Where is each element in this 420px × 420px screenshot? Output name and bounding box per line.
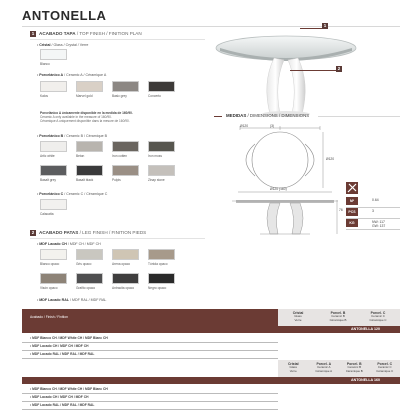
table-row <box>22 393 400 401</box>
table-column-header <box>339 362 370 373</box>
row-label: • MDF Lacado RAL / MDF RAL / MDF RAL <box>30 352 95 356</box>
spec-tag: M³ <box>346 197 358 205</box>
swatch-label: Gris opaco <box>76 262 92 266</box>
swatch-label: Visón opaco <box>40 286 58 290</box>
mdfCH-label: MDF Lacado CH <box>39 242 67 246</box>
swatch-color <box>112 273 139 284</box>
row-label: • MDF Lacado CH / MDF CH / MDF CH <box>30 395 89 399</box>
spec-divider <box>346 207 400 208</box>
column-title: Cristal <box>287 362 299 366</box>
swatch-color <box>148 81 175 92</box>
swatch-label: Blanco <box>40 62 50 66</box>
porcA-note <box>40 111 200 123</box>
callout-line-1 <box>300 28 322 29</box>
finish-swatch <box>76 141 103 158</box>
swatch-label: Beton <box>76 154 85 158</box>
table1-banner: ANTONELLA 120 <box>22 326 400 333</box>
swatch-color <box>112 141 139 152</box>
swatch-color <box>148 249 175 260</box>
row-divider <box>22 358 278 359</box>
finish-swatch <box>112 273 139 290</box>
cristal-label: Cristal <box>39 43 51 47</box>
finish-swatch <box>76 249 103 266</box>
swatch-color <box>40 165 67 176</box>
section-title: ACABADO PATAS <box>39 230 79 235</box>
table-row <box>22 385 400 393</box>
finish-swatch <box>148 141 175 158</box>
row-label: • MDF Lacado CH / MDF CH / MDF CH <box>30 344 89 348</box>
cristal-header: • Cristal / Glass / Crystal / Verre <box>37 43 89 47</box>
medidas-line-left <box>214 116 222 117</box>
swatch-label: Marvel gold <box>76 94 93 98</box>
column-subtitle: Ceramic B Céramique B <box>329 314 347 322</box>
finish-swatch <box>40 199 67 216</box>
swatch-label: Zinap stone <box>148 178 165 182</box>
swatch-label: Concerto <box>148 94 161 98</box>
dimension-drawing-side <box>230 186 340 238</box>
column-subtitle: Ceramic C Céramique C <box>369 314 387 322</box>
section-number: 1 <box>31 31 35 36</box>
swatch-label: Pulpis <box>112 178 121 182</box>
porcC-header: • Porcelánico C / Ceramic C / Céramique C <box>37 192 108 196</box>
spec-tag: KG <box>346 219 358 227</box>
table-row <box>22 342 400 350</box>
dim-width-label: Ø120 (160) <box>270 187 287 191</box>
column-title: Porcel. A <box>316 362 332 366</box>
finish-swatch <box>40 141 67 158</box>
finish-swatch <box>148 81 175 98</box>
column-title: Cristal <box>292 311 304 315</box>
swatch-label: Negro opaco <box>148 286 167 290</box>
row-label: • MDF Lacado RAL / MDF RAL / MDF RAL <box>30 403 95 407</box>
table2-banner: ANTONELLA 160 <box>22 377 400 384</box>
swatch-color <box>112 81 139 92</box>
dim-top-label-1: Ø120 <box>240 124 249 128</box>
porcB-sub: / Ceramic B / Céramique B <box>63 134 107 138</box>
porcA-sub: / Ceramic A / Céramique A <box>63 73 107 77</box>
finish-swatch <box>40 273 67 290</box>
assembly-icon <box>346 181 358 193</box>
title-divider <box>22 26 400 27</box>
porcA-note-fr: Céramique A uniquement disponible dans la mesure de 160/90. <box>40 119 130 124</box>
swatch-label: Blanco opaco <box>40 262 60 266</box>
swatch-color <box>112 165 139 176</box>
table-column-header <box>278 362 309 373</box>
swatch-label: Artic white <box>40 154 55 158</box>
swatch-label: Basalt black <box>76 178 94 182</box>
column-title: Porcel. C <box>370 311 386 315</box>
swatch-color <box>112 249 139 260</box>
porcA-header: • Porcelánico A / Ceramic A / Céramique A <box>37 73 107 77</box>
swatch-label: Antracita opaco <box>112 286 135 290</box>
finish-swatch <box>40 249 67 266</box>
section-subtitle: / TOP FINISH / FINITION PLAN <box>75 31 142 36</box>
swatch-label: Basic grey <box>112 94 127 98</box>
swatch-color <box>148 273 175 284</box>
finish-swatch <box>40 81 67 98</box>
swatch-label: Calacatta <box>40 212 54 216</box>
finish-swatch <box>40 49 67 66</box>
column-subtitle: Ceramic C Céramique C <box>376 365 394 373</box>
swatch-color <box>76 81 103 92</box>
porcB-label: Porcelánico B <box>39 134 64 138</box>
finish-swatch <box>40 165 67 182</box>
porcA-note-en: Ceramic A only available in the measure of 160/90. <box>40 115 112 120</box>
mdfRAL-header: • MDF Lacado RAL / MDF RAL / MDF RAL <box>37 298 107 302</box>
column-subtitle: Glass Verre <box>289 365 297 373</box>
porcA-label: Porcelánico A <box>39 73 64 77</box>
column-subtitle: Ceramic A Céramique A <box>315 365 333 373</box>
dim-height-label: 76 <box>339 208 343 212</box>
callout-1: 1 <box>323 23 327 28</box>
swatch-color <box>40 249 67 260</box>
finish-swatch <box>76 165 103 182</box>
finish-swatch <box>76 81 103 98</box>
finish-swatch <box>148 165 175 182</box>
dim-side-label: Ø120 <box>326 157 335 161</box>
swatch-label: Basalt grey <box>40 178 56 182</box>
section-number: 2 <box>31 230 35 235</box>
section-top-finish <box>30 31 142 37</box>
column-title: Porcel. B <box>346 362 362 366</box>
callout-2: 2 <box>337 66 341 71</box>
swatch-color <box>40 273 67 284</box>
table-column-header <box>370 362 401 373</box>
row-label: • MDF Blanco CH / MDF White CH / MDF Blanc CH <box>30 336 108 340</box>
section-leg-finish <box>30 230 146 236</box>
product-image <box>214 28 364 118</box>
swatch-color <box>40 141 67 152</box>
swatch-color <box>76 249 103 260</box>
mdfRAL-label: MDF Lacado RAL <box>39 298 70 302</box>
spec-divider <box>346 229 400 230</box>
spec-value: NW: 117 GW: 137 <box>372 220 386 228</box>
table-row <box>22 401 400 409</box>
column-title: Porcel. C <box>377 362 393 366</box>
swatch-color <box>76 273 103 284</box>
medidas-line-right <box>318 116 400 117</box>
table-column-header <box>358 311 398 322</box>
table-column-header <box>278 311 318 322</box>
callout-line-2 <box>290 70 336 71</box>
finish-swatch <box>112 81 139 98</box>
porcC-sub: / Ceramic C / Céramique C <box>63 192 108 196</box>
column-subtitle: Glass Verre <box>294 314 302 322</box>
table-row <box>22 334 400 342</box>
swatch-label: Iron moss <box>148 154 162 158</box>
porcA-note-es: Porcelánico A únicamente disponible en la medida de 160/90. <box>40 111 133 115</box>
swatch-color <box>76 141 103 152</box>
spec-tag: PCS <box>346 208 358 216</box>
column-subtitle: Ceramic B Céramique B <box>345 365 363 373</box>
porcB-header: • Porcelánico B / Ceramic B / Céramique B <box>37 134 107 138</box>
page-title: ANTONELLA <box>22 8 107 23</box>
swatch-color <box>148 165 175 176</box>
swatch-label: Tórtola opaco <box>148 262 168 266</box>
swatch-color <box>148 141 175 152</box>
mdfRAL-sub: / MDF RAL / MDF RAL <box>69 298 107 302</box>
table1-left-label: Acabado / Finish / Finition <box>30 315 68 319</box>
table-column-header <box>318 311 358 322</box>
medidas-title: MEDIDAS <box>226 113 247 118</box>
column-title: Porcel. B <box>330 311 346 315</box>
finish-swatch <box>148 249 175 266</box>
swatch-color <box>40 49 67 60</box>
spec-divider <box>346 218 400 219</box>
swatch-color <box>40 199 67 210</box>
finish-swatch <box>148 273 175 290</box>
mdfCH-header: • MDF Lacado CH / MDF CH / MDF CH <box>37 242 101 246</box>
finish-swatch <box>112 141 139 158</box>
section-subtitle: / LEG FINISH / FINITION PIEDS <box>78 230 147 235</box>
swatch-label: Grafito opaco <box>76 286 96 290</box>
dim-top-label-2: (3) <box>270 124 275 128</box>
medidas-header <box>226 113 309 118</box>
section-divider <box>30 238 205 239</box>
finish-swatch <box>76 273 103 290</box>
finish-swatch <box>112 249 139 266</box>
spec-value: 0.64 <box>372 198 379 202</box>
swatch-label: Kalos <box>40 94 48 98</box>
section-title: ACABADO TAPA <box>39 31 76 36</box>
spec-value: 3 <box>372 209 374 213</box>
row-divider <box>22 409 278 410</box>
finish-swatch <box>112 165 139 182</box>
medidas-sub: / DIMENSIONS / DIMENSIONS <box>246 113 310 118</box>
dimension-drawing-top <box>225 122 335 192</box>
table-column-header <box>309 362 340 373</box>
swatch-label: Arena opaco <box>112 262 131 266</box>
cristal-sub: / Glass / Crystal / Verre <box>50 43 89 47</box>
section-divider <box>30 39 205 40</box>
swatch-color <box>76 165 103 176</box>
row-label: • MDF Blanco CH / MDF White CH / MDF Blanc CH <box>30 387 108 391</box>
swatch-color <box>40 81 67 92</box>
swatch-label: Iron cotten <box>112 154 128 158</box>
mdfCH-sub: / MDF CH / MDF CH <box>66 242 101 246</box>
table-row <box>22 350 400 358</box>
porcC-label: Porcelánico C <box>39 192 64 196</box>
